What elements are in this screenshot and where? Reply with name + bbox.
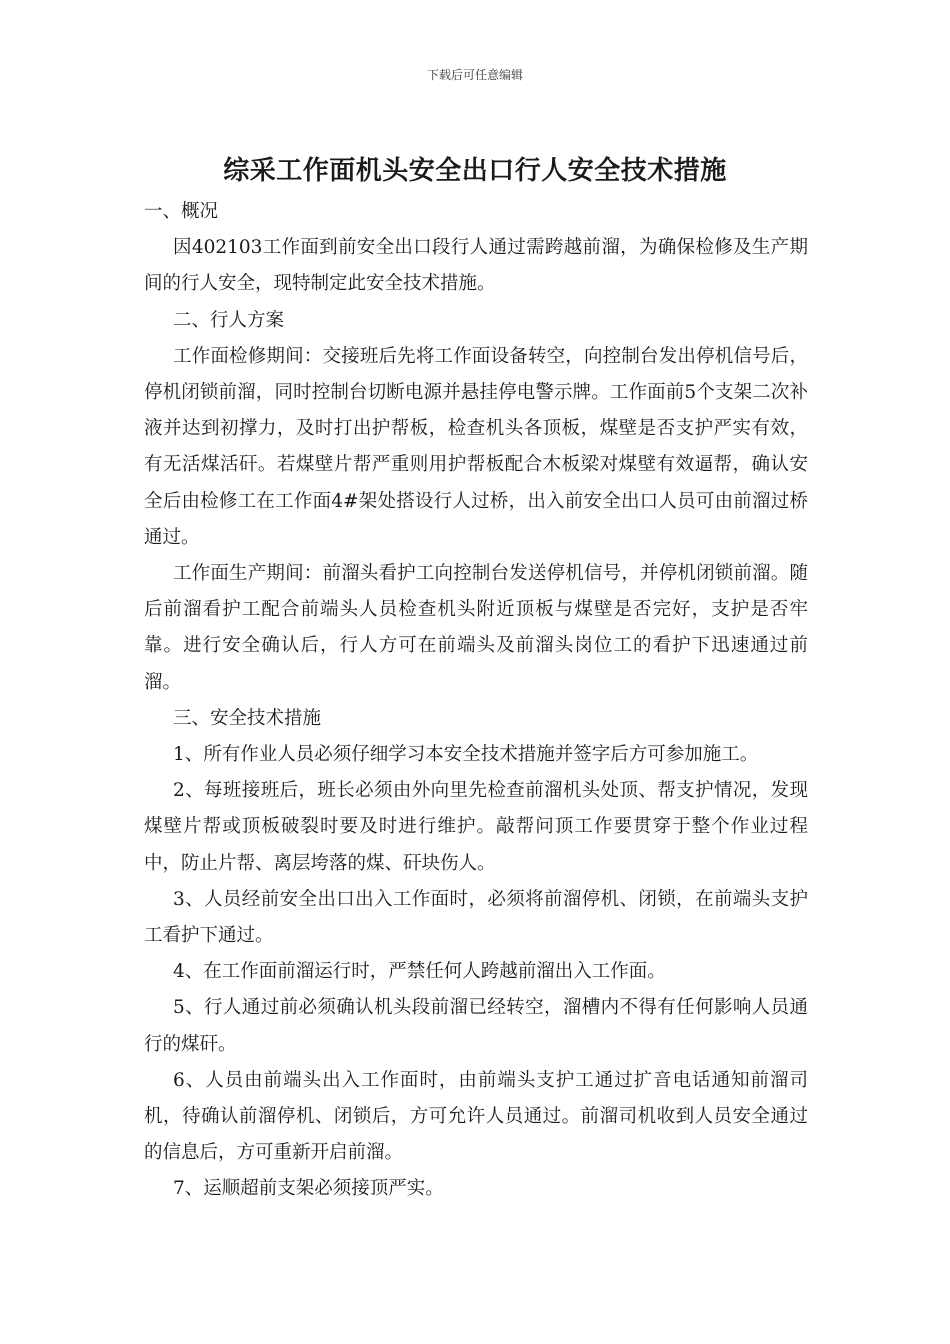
section-heading-pedestrian-plan: 二、行人方案 bbox=[173, 309, 285, 331]
measure-item-7: 7、运顺超前支架必须接顶严实。 bbox=[173, 1178, 444, 1200]
measure-item-4: 4、在工作面前溜运行时，严禁任何人跨越前溜出入工作面。 bbox=[173, 961, 666, 983]
header-note: 下载后可任意编辑 bbox=[426, 68, 523, 82]
paragraph-overview: 因402103工作面到前安全出口段行人通过需跨越前溜，为确保检修及生产期间的行人安全，现特制定此安全技术措施。 bbox=[144, 237, 808, 295]
section-heading-safety-measures: 三、安全技术措施 bbox=[173, 707, 322, 729]
section-heading-overview: 一、概况 bbox=[144, 201, 219, 222]
measure-item-3: 3、人员经前安全出口出入工作面时，必须将前溜停机、闭锁，在前端头支护工看护下通过。 bbox=[144, 888, 808, 947]
measure-item-1: 1、所有作业人员必须仔细学习本安全技术措施并签字后方可参加施工。 bbox=[173, 744, 759, 766]
document-body bbox=[144, 194, 808, 1208]
measure-item-5: 5、行人通过前必须确认机头段前溜已经转空，溜槽内不得有任何影响人员通行的煤矸。 bbox=[144, 997, 808, 1055]
document-title: 综采工作面机头安全出口行人安全技术措施 bbox=[223, 156, 727, 186]
paragraph-production-period: 工作面生产期间：前溜头看护工向控制台发送停机信号，并停机闭锁前溜。随后前溜看护工配合前端头人员检查机头附近顶板与煤壁是否完好，支护是否牢靠。进行安全确认后，行人方可在前端头及前溜头岗位工的看护下迅速通过前溜。 bbox=[144, 563, 808, 693]
paragraph-maintenance-period: 工作面检修期间：交接班后先将工作面设备转空，向控制台发出停机信号后，停机闭锁前溜，同时控制台切断电源并悬挂停电警示牌。工作面前5个支架二次补液并达到初撑力，及时打出护帮板，检查机头各顶板，煤壁是否支护严实有效，有无活煤活矸。若煤壁片帮严重则用护帮板配合木板梁对煤壁有效逼帮，确认安全后由检修工在工作面4#架处搭设行人过桥，出入前安全出口人员可由前溜过桥通过。 bbox=[144, 345, 808, 548]
measure-item-6: 6、人员由前端头出入工作面时，由前端头支护工通过扩音电话通知前溜司机，待确认前溜停机、闭锁后，方可允许人员通过。前溜司机收到人员安全通过的信息后，方可重新开启前溜。 bbox=[144, 1069, 808, 1164]
measure-item-2: 2、每班接班后，班长必须由外向里先检查前溜机头处顶、帮支护情况，发现煤壁片帮或顶板破裂时要及时进行维护。敲帮问顶工作要贯穿于整个作业过程中，防止片帮、离层垮落的煤、矸块伤人。 bbox=[144, 780, 808, 874]
